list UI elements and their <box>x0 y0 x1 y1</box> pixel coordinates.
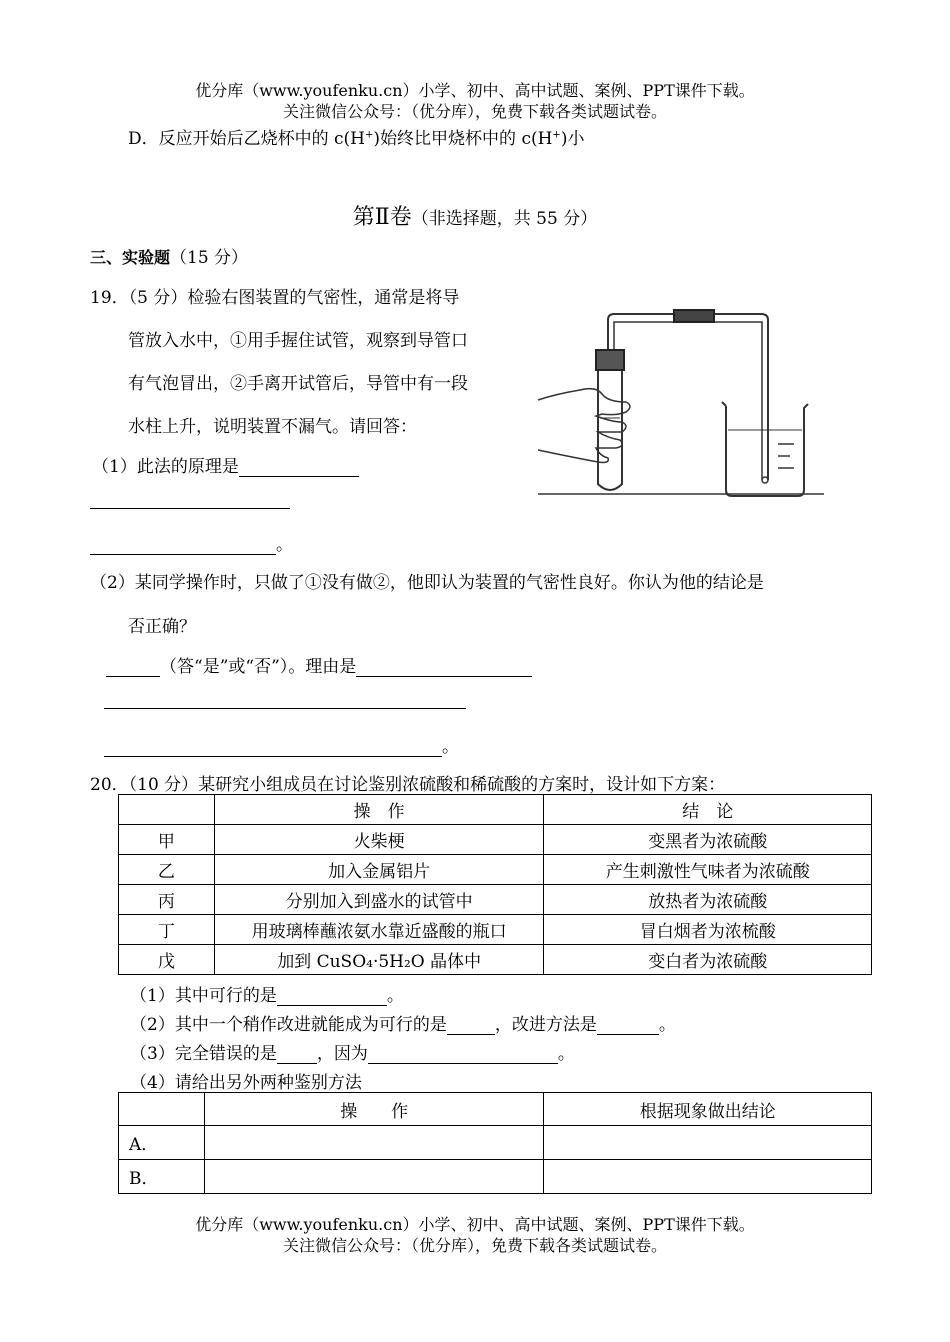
table-cell <box>119 1093 205 1126</box>
q20-s3: （3）完全错误的是 ，因为 。 <box>130 1044 575 1064</box>
table-cell: 分别加入到盛水的试管中 <box>214 885 544 915</box>
header-line1: 优分库（www.youfenku.cn）小学、初中、高中试题、案例、PPT课件下载。 <box>195 81 755 100</box>
header <box>0 80 950 122</box>
footer-line1: 优分库（www.youfenku.cn）小学、初中、高中试题、案例、PPT课件下载。 <box>195 1215 755 1234</box>
q19-sub2-line1: （2）某同学操作时，只做了①没有做②，他即认为装置的气密性良好。你认为他的结论是 <box>90 573 764 593</box>
q19-sub2-end: 。 <box>104 732 459 757</box>
table-cell: 根据现象做出结论 <box>544 1093 872 1126</box>
table-row <box>119 1160 872 1194</box>
table-cell: 丙 <box>119 885 215 915</box>
table-cell: 操 作 <box>214 795 544 825</box>
part2-title: 第Ⅱ卷（非选择题，共 55 分） <box>352 205 598 230</box>
header-line2: 关注微信公众号：（优分库），免费下载各类试题试卷。 <box>282 102 667 121</box>
answer-blank[interactable] <box>277 1046 317 1064</box>
q19-sub1: （1）此法的原理是 <box>92 452 359 477</box>
table-cell: B． <box>119 1160 205 1194</box>
q19-sub2-line2: 否正确？ <box>128 617 196 637</box>
answer-blank[interactable] <box>368 1046 558 1064</box>
table-row <box>119 825 872 855</box>
table-header-row <box>119 795 872 825</box>
q19-line3: 有气泡冒出，②手离开试管后，导管中有一段 <box>128 374 468 394</box>
q20-table1 <box>118 794 872 975</box>
q19-line2: 管放入水中，①用手握住试管，观察到导管口 <box>128 331 468 351</box>
table-cell: 乙 <box>119 855 215 885</box>
table-cell: 戊 <box>119 945 215 975</box>
answer-blank[interactable] <box>277 988 387 1006</box>
table-row <box>119 1126 872 1160</box>
table-cell: 产生刺激性气味者为浓硫酸 <box>544 855 872 885</box>
answer-blank[interactable] <box>106 659 160 677</box>
table-cell: 结 论 <box>544 795 872 825</box>
answer-blank[interactable] <box>239 459 359 477</box>
table-cell: 操 作 <box>204 1093 544 1126</box>
table-row <box>119 885 872 915</box>
answer-blank[interactable] <box>90 537 276 555</box>
table-row <box>119 945 872 975</box>
answer-blank[interactable] <box>356 659 532 677</box>
table-cell: 加到 CuSO₄·5H₂O 晶体中 <box>214 945 544 975</box>
answer-blank[interactable] <box>597 1017 659 1035</box>
table-cell: 变黑者为浓硫酸 <box>544 825 872 855</box>
table-cell[interactable] <box>544 1126 872 1160</box>
table-cell: 加入金属铝片 <box>214 855 544 885</box>
table-cell: 放热者为浓硫酸 <box>544 885 872 915</box>
table-cell[interactable] <box>204 1160 544 1194</box>
q20-s2: （2）其中一个稍作改进就能成为可行的是 ，改进方法是 。 <box>130 1015 676 1035</box>
footer <box>0 1214 950 1256</box>
q19-sub1-end: 。 <box>90 530 293 555</box>
table-cell: 丁 <box>119 915 215 945</box>
table-header-row <box>119 1093 872 1126</box>
q20-s1: （1）其中可行的是 。 <box>130 986 404 1006</box>
table-row <box>119 855 872 885</box>
q19-line1: 19．（5 分）检验右图装置的气密性，通常是将导 <box>90 288 460 308</box>
q20-intro: 20．（10 分）某研究小组成员在讨论鉴别浓硫酸和稀硫酸的方案时，设计如下方案： <box>90 775 726 795</box>
apparatus-figure <box>536 298 826 508</box>
table-cell: 冒白烟者为浓梳酸 <box>544 915 872 945</box>
table-row <box>119 915 872 945</box>
option-d: D．反应开始后乙烧杯中的 c(H+)始终比甲烧杯中的 c(H+)小 <box>128 129 585 149</box>
table-cell[interactable] <box>204 1126 544 1160</box>
table-cell: 变白者为浓硫酸 <box>544 945 872 975</box>
q20-table2 <box>118 1092 872 1194</box>
q19-sub2-line3: （答“是”或“否”）。理由是 <box>106 652 532 677</box>
section3-title: 三、实验题（15 分） <box>90 248 249 268</box>
answer-blank[interactable] <box>104 739 442 757</box>
answer-blank[interactable] <box>104 690 466 709</box>
q20-s4: （4）请给出另外两种鉴别方法 <box>130 1073 362 1093</box>
table-cell: 用玻璃棒蘸浓氨水靠近盛酸的瓶口 <box>214 915 544 945</box>
q19-line4: 水柱上升，说明装置不漏气。请回答： <box>128 417 417 437</box>
table-cell: 甲 <box>119 825 215 855</box>
footer-line2: 关注微信公众号：（优分库），免费下载各类试题试卷。 <box>282 1236 667 1255</box>
table-cell: 火柴梗 <box>214 825 544 855</box>
table-cell <box>119 795 215 825</box>
answer-blank[interactable] <box>90 490 290 509</box>
table-cell: A． <box>119 1126 205 1160</box>
table-cell[interactable] <box>544 1160 872 1194</box>
answer-blank[interactable] <box>447 1017 495 1035</box>
